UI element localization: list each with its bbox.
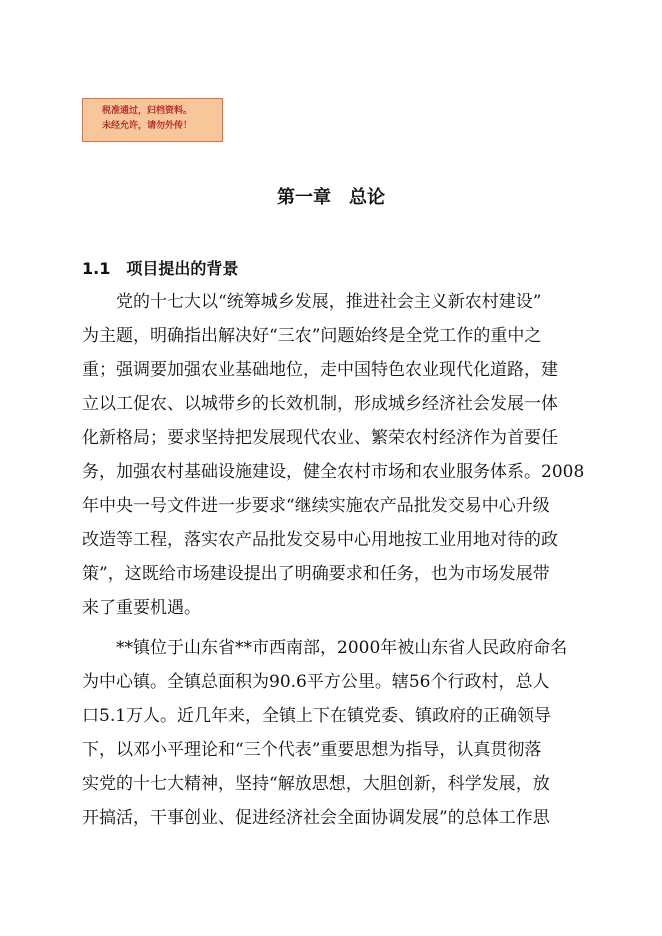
text-line: 下，以邓小平理论和“三个代表”重要思想为指导，认真贯彻落 [82,740,542,760]
paragraph-1 [82,285,585,625]
section-heading: 1.1 项目提出的背景 [82,259,239,278]
text-line: 化新格局；要求坚持把发展现代农业、繁荣农村经济作为首要任 [82,428,558,448]
text-line: **镇位于山东省**市西南部，2000年被山东省人民政府命名 [116,638,568,658]
chapter-title: 第一章 总论 [277,187,385,208]
text-line: 重；强调要加强农业基础地位，走中国特色农业现代化道路，建 [82,360,558,380]
text-line: 实党的十七大精神，坚持“解放思想，大胆创新，科学发展，放 [82,774,550,794]
text-line: 口5.1万人。近几年来，全镇上下在镇党委、镇政府的正确领导 [82,706,552,726]
text-line: 务，加强农村基础设施建设，健全农村市场和农业服务体系。2008 [82,462,585,482]
archive-stamp [82,98,223,142]
text-line: 开搞活，干事创业、促进经济社会全面协调发展”的总体工作思 [82,808,550,828]
stamp-line: 税准通过，归档资料。 [102,106,193,116]
stamp-line: 未经允许，请勿外传！ [102,121,193,131]
text-line: 立以工促农、以城带乡的长效机制，形成城乡经济社会发展一体 [82,394,558,414]
text-line: 改造等工程，落实农产品批发交易中心用地按工业用地对待的政 [82,530,558,550]
paragraph-2 [82,631,582,835]
text-line: 为主题，明确指出解决好“三农”问题始终是全党工作的重中之 [82,326,542,346]
text-line: 来了重要机遇。 [82,598,201,618]
text-line: 党的十七大以“统筹城乡发展，推进社会主义新农村建设” [116,292,542,312]
text-line: 年中央一号文件进一步要求“继续实施农产品批发交易中心升级 [82,496,550,516]
text-line: 策”，这既给市场建设提出了明确要求和任务，也为市场发展带 [82,564,550,584]
text-line: 为中心镇。全镇总面积为90.6平方公里。辖56个行政村，总人 [82,672,550,692]
